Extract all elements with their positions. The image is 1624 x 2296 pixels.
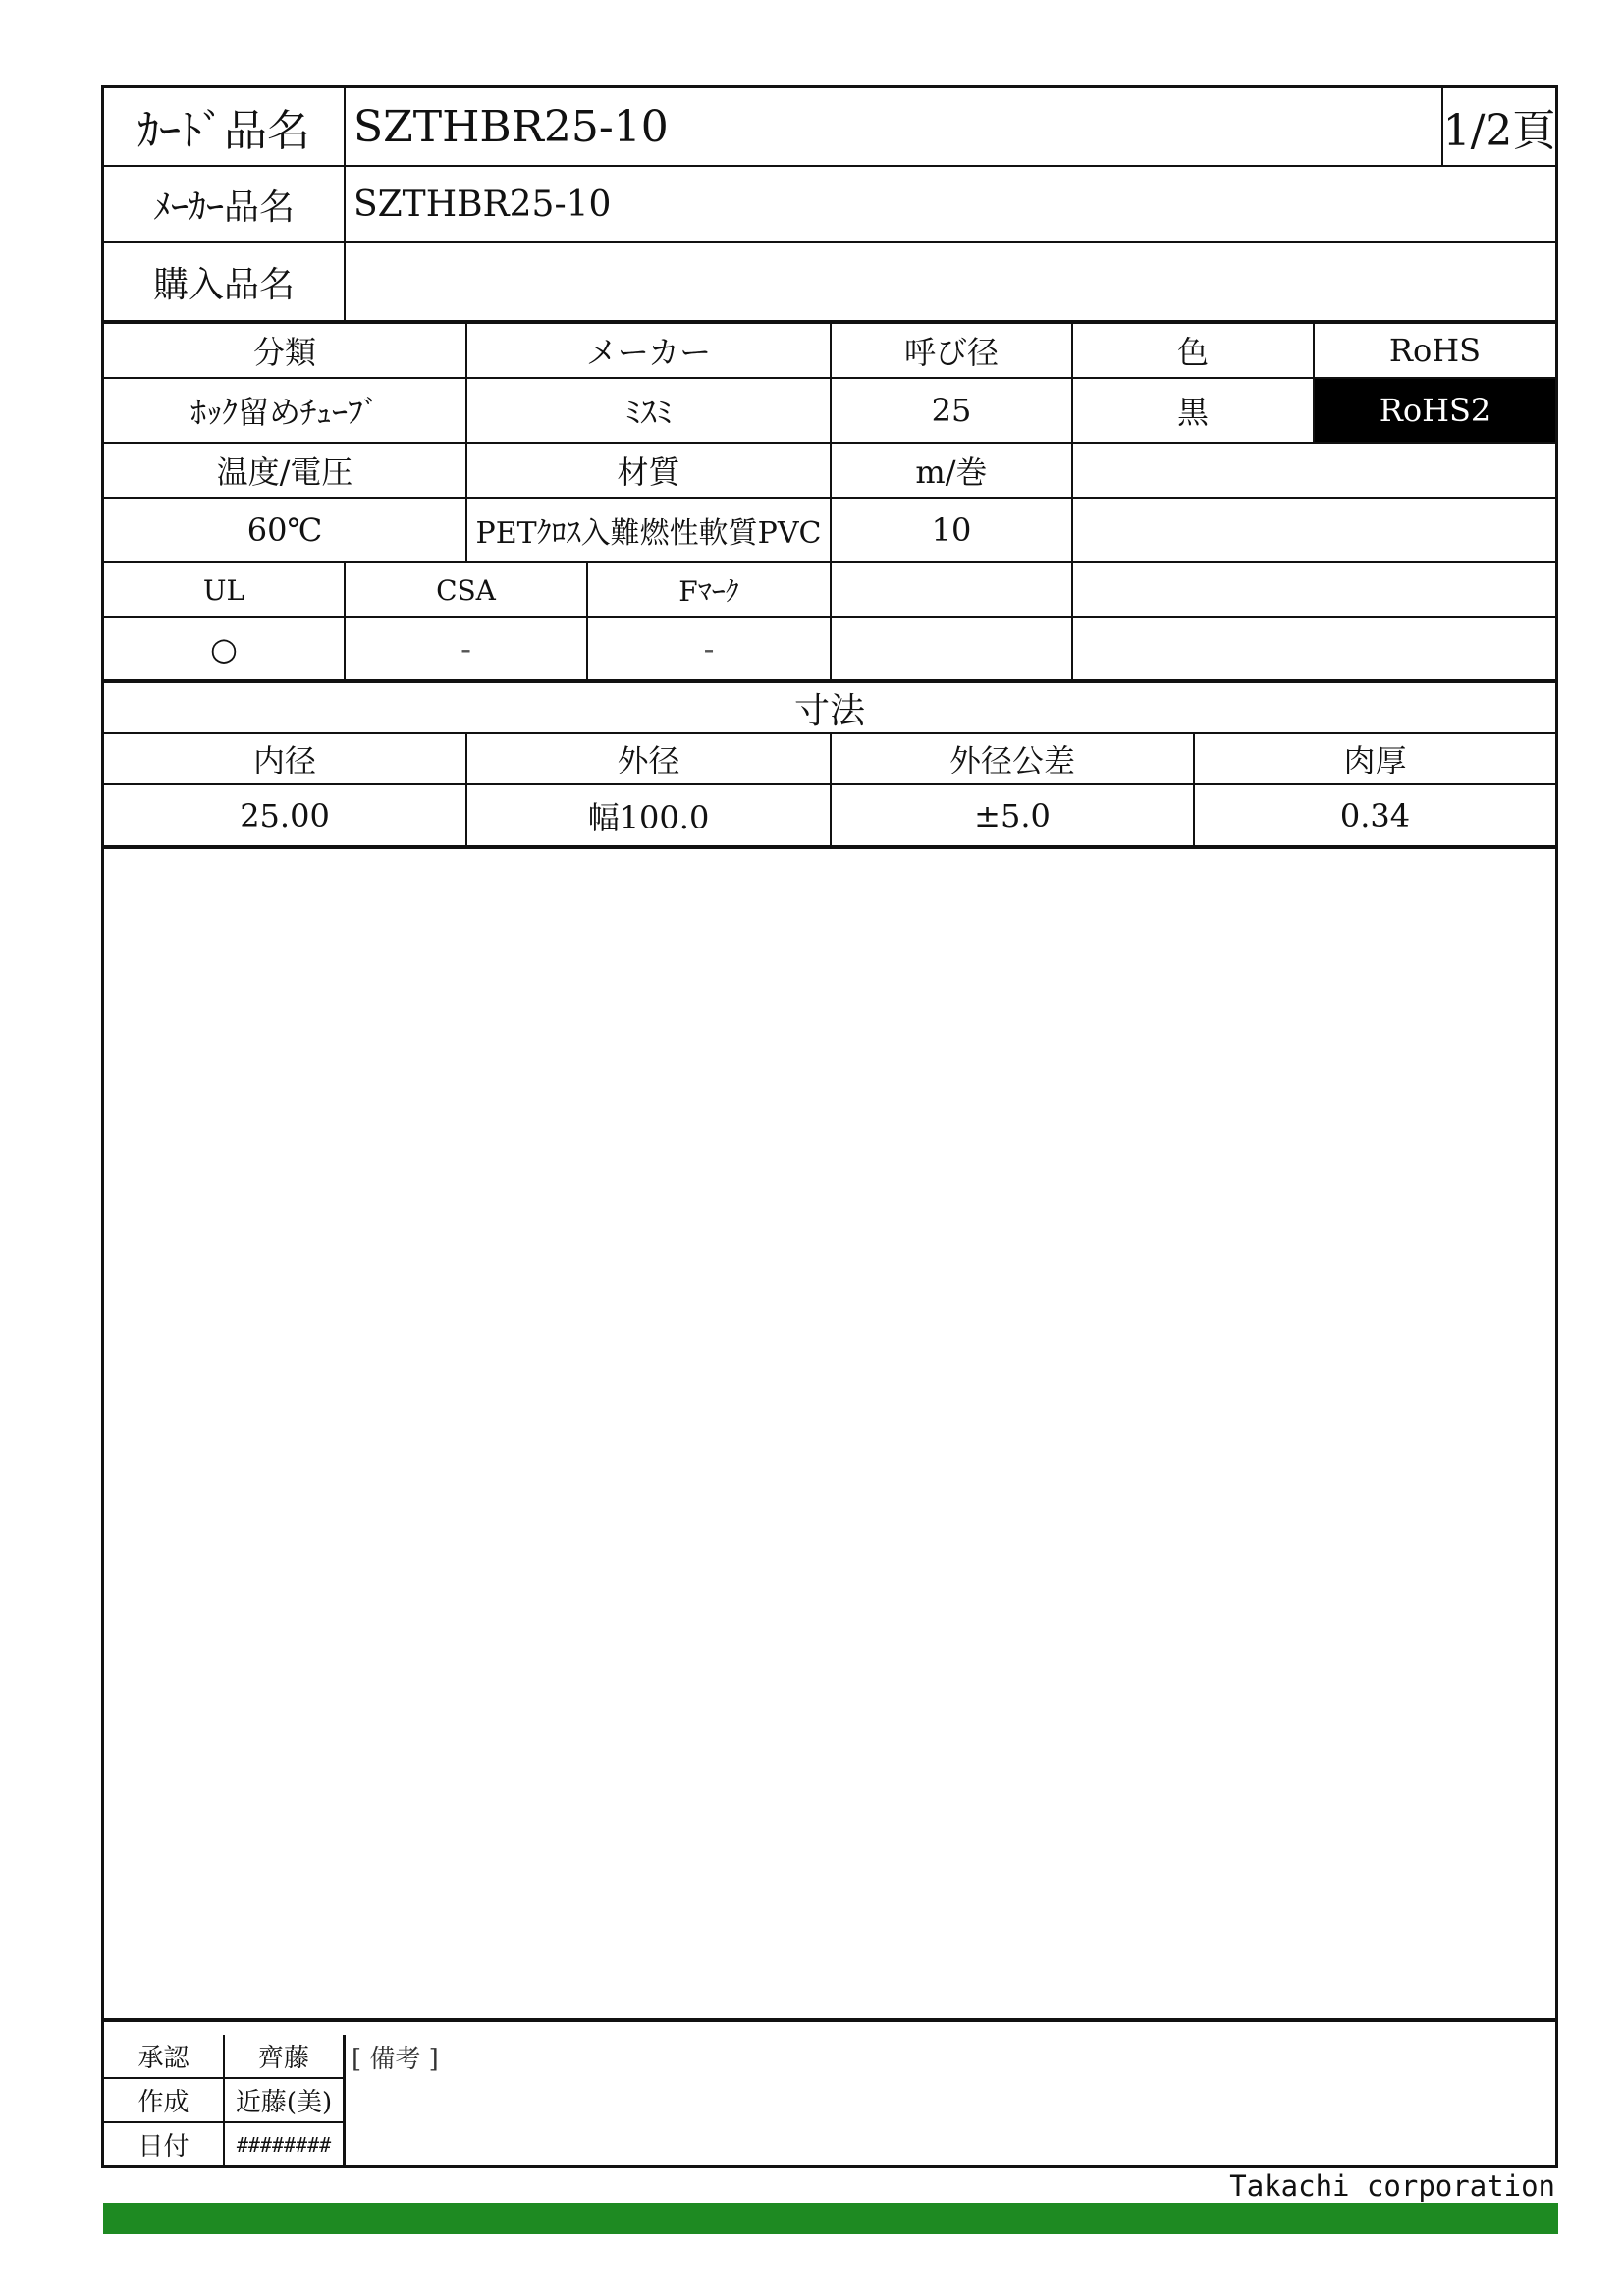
dimensions-title: 寸法 <box>104 683 1555 734</box>
spec3-value-row <box>104 618 1555 683</box>
spec1-header-color: 色 <box>1073 324 1315 379</box>
spec1-value-category: ﾎｯｸ留めﾁｭｰﾌﾞ <box>104 379 467 444</box>
remarks-label: [ 備考 ] <box>352 2045 439 2074</box>
spec1-header-row <box>104 324 1555 379</box>
spec1-header-nominal-size: 呼び径 <box>832 324 1073 379</box>
spec1-value-row <box>104 379 1555 444</box>
dimensions-title-row <box>104 683 1555 734</box>
spec3-header-empty-1 <box>832 563 1073 618</box>
spec2-header-per-roll: m/巻 <box>832 444 1073 499</box>
dim-value-outer-diameter: 幅100.0 <box>467 785 832 849</box>
purchase-name-row <box>104 243 1555 324</box>
card-name-value: SZTHBR25-10 <box>346 88 1443 167</box>
spec2-header-empty <box>1073 444 1555 499</box>
spec1-value-color: 黒 <box>1073 379 1315 444</box>
dim-header-wall-thickness: 肉厚 <box>1195 734 1555 785</box>
dimensions-header-row <box>104 734 1555 785</box>
spec1-header-maker: メーカー <box>467 324 832 379</box>
notes-area <box>104 849 1555 2022</box>
spec2-value-temp-voltage: 60℃ <box>104 499 467 563</box>
spec2-header-material: 材質 <box>467 444 832 499</box>
spec3-header-ul: UL <box>104 563 346 618</box>
card-name-label: ｶｰﾄﾞ品名 <box>104 88 346 167</box>
maker-part-row <box>104 167 1555 243</box>
spec3-header-csa: CSA <box>346 563 588 618</box>
dim-header-outer-diameter: 外径 <box>467 734 832 785</box>
company-name: Takachi corporation <box>1229 2169 1555 2203</box>
footer-green-bar <box>103 2203 1558 2234</box>
spec1-value-maker: ﾐｽﾐ <box>467 379 832 444</box>
spec3-value-f-mark: - <box>588 618 832 683</box>
spec3-value-empty-1 <box>832 618 1073 683</box>
spec1-header-category: 分類 <box>104 324 467 379</box>
spec3-value-ul: ○ <box>104 618 346 683</box>
spec2-header-temp-voltage: 温度/電圧 <box>104 444 467 499</box>
date-value: ######## <box>225 2123 346 2165</box>
spec3-value-csa: - <box>346 618 588 683</box>
create-name: 近藤(美) <box>225 2079 346 2123</box>
spec3-header-empty-2 <box>1073 563 1555 618</box>
dim-header-inner-diameter: 内径 <box>104 734 467 785</box>
spec3-header-f-mark: Fﾏｰｸ <box>588 563 832 618</box>
spec3-value-empty-2 <box>1073 618 1555 683</box>
dim-header-outer-tolerance: 外径公差 <box>832 734 1195 785</box>
rohs-badge: RoHS2 <box>1315 379 1555 444</box>
spec3-header-row <box>104 563 1555 618</box>
spec2-value-material: PETｸﾛｽ入難燃性軟質PVC <box>467 499 832 563</box>
approve-name: 齊藤 <box>225 2035 346 2079</box>
spec2-value-per-roll: 10 <box>832 499 1073 563</box>
maker-part-label: ﾒｰｶｰ品名 <box>104 167 346 243</box>
spec2-header-row <box>104 444 1555 499</box>
spec1-value-nominal-size: 25 <box>832 379 1073 444</box>
dim-value-outer-tolerance: ±5.0 <box>832 785 1195 849</box>
spec2-value-empty <box>1073 499 1555 563</box>
purchase-name-label: 購入品名 <box>104 243 346 324</box>
dim-value-wall-thickness: 0.34 <box>1195 785 1555 849</box>
dimensions-value-row <box>104 785 1555 849</box>
spec2-value-row <box>104 499 1555 563</box>
purchase-name-value <box>346 243 1555 324</box>
page-indicator: 1/2頁 <box>1443 88 1555 167</box>
create-label: 作成 <box>104 2079 225 2123</box>
spec1-header-rohs: RoHS <box>1315 324 1555 379</box>
approve-label: 承認 <box>104 2035 225 2079</box>
card-name-row <box>104 88 1555 167</box>
dim-value-inner-diameter: 25.00 <box>104 785 467 849</box>
approval-block <box>104 2035 1555 2167</box>
spec-sheet <box>101 85 1558 2168</box>
maker-part-value: SZTHBR25-10 <box>346 167 1555 243</box>
date-label: 日付 <box>104 2123 225 2165</box>
